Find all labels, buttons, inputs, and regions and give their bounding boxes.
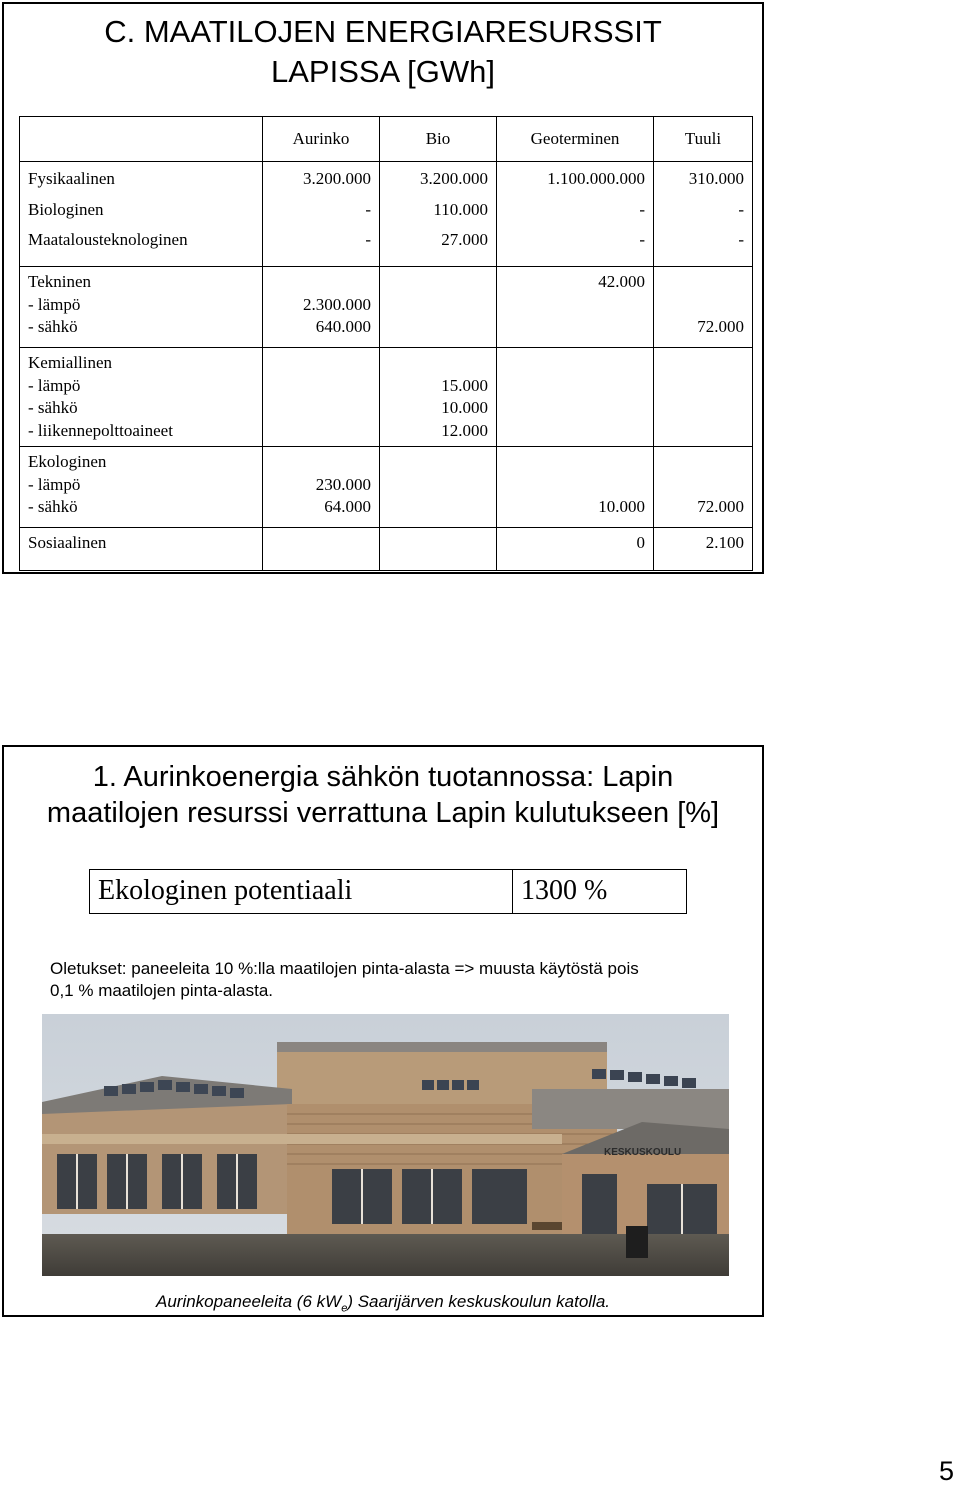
cell-biologinen-aurinko: -	[365, 199, 371, 219]
caption-subscript: e	[341, 1302, 348, 1315]
cell-biologinen-tuuli: -	[738, 199, 744, 219]
cell-ekologinen-aurinko-lampo: 230.000	[315, 474, 371, 494]
cell-kemiallinen-tuuli	[654, 348, 753, 447]
row-label-ekologinen	[20, 447, 263, 528]
caption-after: ) Saarijärven keskuskoulun katolla.	[347, 1292, 611, 1311]
header-aurinko: Aurinko	[263, 117, 380, 162]
row-label-group-1	[20, 162, 263, 267]
slide-solar-energy	[2, 745, 764, 1317]
assumptions-text	[50, 958, 740, 1002]
cell-kemiallinen-aurinko	[263, 348, 380, 447]
label-biologinen: Biologinen	[28, 199, 104, 219]
label-ekologinen-lampo: - lämpö	[28, 474, 81, 494]
cell-maatalous-bio: 27.000	[441, 230, 488, 249]
label-ekologinen: Ekologinen	[28, 452, 107, 471]
school-building-photo	[42, 1014, 729, 1276]
label-maatalousteknologinen: Maatalousteknologinen	[28, 230, 188, 249]
potential-value: 1300 %	[521, 875, 608, 906]
label-kemiallinen-lampo: - lämpö	[28, 375, 81, 395]
slide-energy-resources	[2, 2, 764, 574]
cell-tekninen-aurinko-lampo: 2.300.000	[303, 294, 371, 314]
slide-title	[4, 759, 762, 831]
cell-sosiaalinen-geo: 0	[497, 528, 654, 571]
label-kemiallinen-liikenne: - liikennepolttoaineet	[28, 420, 173, 440]
table-row-ekologinen	[20, 447, 753, 528]
cell-tekninen-geo	[497, 267, 654, 348]
cell-kemiallinen-bio-lampo: 15.000	[441, 375, 488, 395]
col-bio-group-1	[380, 162, 497, 267]
label-kemiallinen: Kemiallinen	[28, 353, 113, 372]
table-row-kemiallinen	[20, 348, 753, 447]
table-row-fysikaalinen	[20, 162, 753, 267]
assumptions-line-2: 0,1 % maatilojen pinta-alasta.	[50, 981, 274, 1000]
row-label-tekninen	[20, 267, 263, 348]
cell-kemiallinen-geo	[497, 348, 654, 447]
title-line-1: C. MAATILOJEN ENERGIARESURSSIT	[104, 14, 662, 49]
cell-sosiaalinen-bio	[380, 528, 497, 571]
caption-before: Aurinkopaneeleita (6 kW	[155, 1292, 342, 1311]
assumptions-line-1: Oletukset: paneeleita 10 %:lla maatilojen pinta-alasta => muusta käytöstä pois	[50, 959, 639, 978]
energy-resource-table	[19, 116, 753, 571]
title-line-2: maatilojen resurssi verrattuna Lapin kulutukseen [%]	[46, 797, 720, 829]
cell-tekninen-geo-value: 42.000	[598, 272, 645, 291]
header-tuuli: Tuuli	[654, 117, 753, 162]
table-row-tekninen	[20, 267, 753, 348]
title-line-2: LAPISSA [GWh]	[271, 54, 495, 89]
page-number: 5	[938, 1456, 954, 1486]
title-line-1: 1. Aurinkoenergia sähkön tuotannossa: Lapin	[92, 761, 674, 793]
cell-maatalous-tuuli: -	[738, 230, 744, 249]
cell-biologinen-bio: 110.000	[433, 199, 488, 219]
building-sign-text: KESKUSKOULU	[604, 1147, 682, 1158]
label-tekninen-lampo: - lämpö	[28, 294, 81, 314]
cell-tekninen-bio	[380, 267, 497, 348]
cell-fysikaalinen-aurinko: 3.200.000	[303, 169, 371, 188]
row-label-kemiallinen	[20, 348, 263, 447]
cell-fysikaalinen-tuuli: 310.000	[688, 169, 744, 188]
header-bio: Bio	[380, 117, 497, 162]
col-tuuli-group-1	[654, 162, 753, 267]
cell-fysikaalinen-geo: 1.100.000.000	[547, 169, 645, 188]
table-header-row	[20, 117, 753, 162]
cell-kemiallinen-bio-sahko: 10.000	[441, 398, 488, 417]
cell-ekologinen-bio	[380, 447, 497, 528]
potential-table	[89, 869, 687, 914]
cell-biologinen-geo: -	[639, 199, 645, 219]
header-empty	[20, 117, 263, 162]
label-ekologinen-sahko: - sähkö	[28, 497, 78, 516]
label-kemiallinen-sahko: - sähkö	[28, 398, 78, 417]
row-label-sosiaalinen: Sosiaalinen	[20, 528, 263, 571]
table-row-sosiaalinen	[20, 528, 753, 571]
cell-kemiallinen-bio-liikenne: 12.000	[441, 420, 488, 440]
cell-ekologinen-tuuli-sahko: 72.000	[697, 497, 744, 516]
cell-maatalous-aurinko: -	[365, 230, 371, 249]
cell-ekologinen-aurinko	[263, 447, 380, 528]
slide-title	[4, 12, 762, 92]
header-geoterminen: Geoterminen	[497, 117, 654, 162]
cell-sosiaalinen-tuuli: 2.100	[654, 528, 753, 571]
cell-ekologinen-geo-sahko: 10.000	[598, 497, 645, 516]
cell-tekninen-tuuli	[654, 267, 753, 348]
cell-sosiaalinen-aurinko	[263, 528, 380, 571]
label-tekninen-sahko: - sähkö	[28, 317, 78, 336]
cell-tekninen-tuuli-sahko: 72.000	[697, 317, 744, 336]
cell-tekninen-aurinko-sahko: 640.000	[315, 317, 371, 336]
col-aurinko-group-1	[263, 162, 380, 267]
cell-tekninen-aurinko	[263, 267, 380, 348]
col-geo-group-1	[497, 162, 654, 267]
label-tekninen: Tekninen	[28, 272, 92, 291]
label-fysikaalinen: Fysikaalinen	[28, 169, 115, 188]
cell-kemiallinen-bio	[380, 348, 497, 447]
cell-maatalous-geo: -	[639, 230, 645, 249]
cell-ekologinen-tuuli	[654, 447, 753, 528]
photo-caption	[4, 1292, 762, 1314]
cell-fysikaalinen-bio: 3.200.000	[420, 169, 488, 188]
cell-ekologinen-geo	[497, 447, 654, 528]
cell-ekologinen-aurinko-sahko: 64.000	[324, 497, 371, 516]
potential-label: Ekologinen potentiaali	[90, 870, 513, 913]
